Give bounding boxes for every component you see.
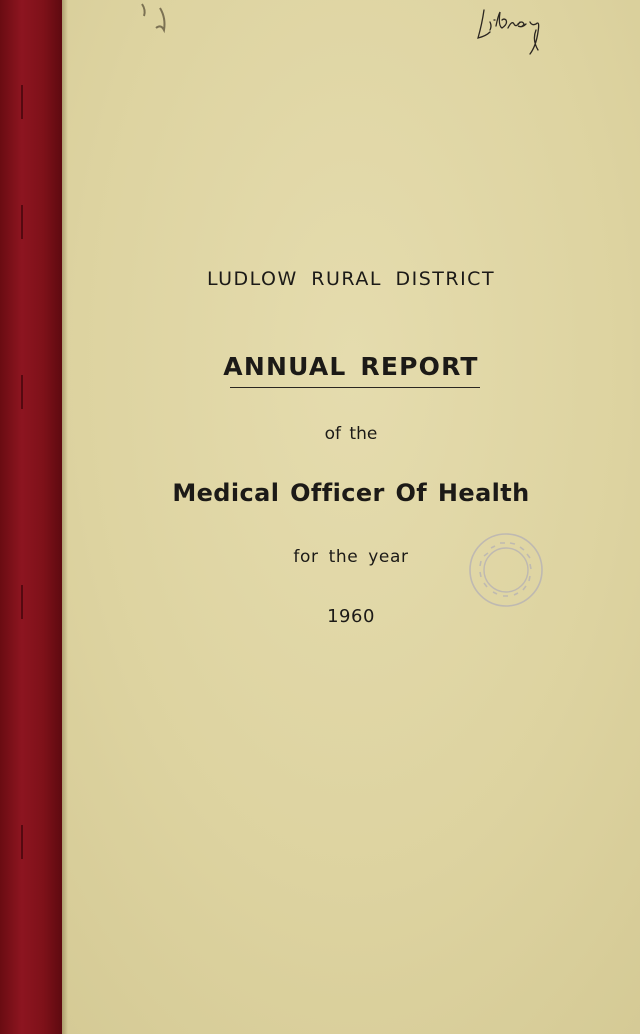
red-binding-spine [0,0,62,1034]
connector-text: of the [324,424,378,444]
district-heading: LUDLOW RURAL DISTRICT [206,268,496,290]
handwritten-library-note [470,0,550,70]
officer-title: Medical Officer Of Health [172,479,530,507]
library-stamp [466,530,546,610]
spine-stitch [21,375,23,409]
title-underline [230,387,480,388]
spine-stitch [21,205,23,239]
report-title: ANNUAL REPORT [223,352,479,381]
for-the-year-text: for the year [293,547,409,567]
spine-stitch [21,85,23,119]
spine-shadow [62,0,68,1034]
spine-stitch [21,825,23,859]
ink-smudge-mark [130,0,190,40]
report-year: 1960 [327,606,375,627]
spine-stitch [21,585,23,619]
